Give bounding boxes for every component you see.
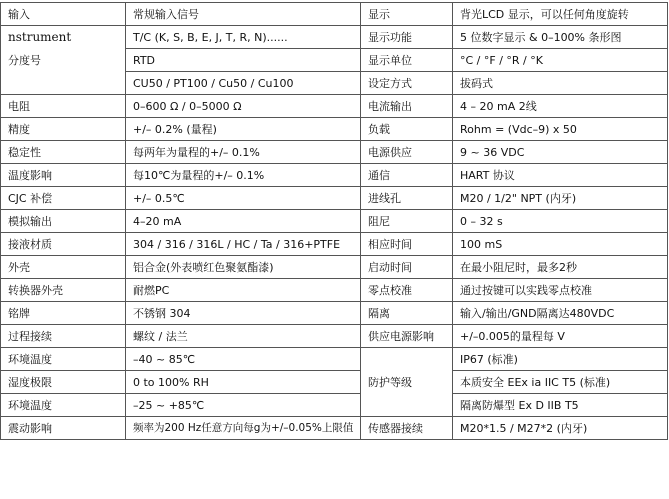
spec-value: IP67 (标准): [453, 348, 668, 371]
spec-label: nstrument: [1, 26, 126, 49]
table-row: [1, 302, 668, 325]
spec-value: –40 ~ 85℃: [126, 348, 361, 371]
table-row: [1, 95, 668, 118]
spec-value: 在最小阻尼时，最多2秒: [453, 256, 668, 279]
spec-label: 负载: [361, 118, 453, 141]
table-row: [1, 49, 668, 72]
spec-value: °C / °F / °R / °K: [453, 49, 668, 72]
spec-value: 螺纹 / 法兰: [126, 325, 361, 348]
table-row: [1, 118, 668, 141]
spec-label: 温度影响: [1, 164, 126, 187]
spec-label: 分度号: [1, 49, 126, 72]
spec-label: 显示: [361, 3, 453, 26]
table-row: [1, 26, 668, 49]
spec-label: 过程接续: [1, 325, 126, 348]
spec-label: 阻尼: [361, 210, 453, 233]
spec-value: 通过按键可以实践零点校准: [453, 279, 668, 302]
spec-value: 100 mS: [453, 233, 668, 256]
spec-label: 电流输出: [361, 95, 453, 118]
spec-value: 4–20 mA: [126, 210, 361, 233]
table-row: [1, 394, 668, 417]
spec-label: 供应电源影响: [361, 325, 453, 348]
spec-value: M20 / 1/2" NPT (内牙): [453, 187, 668, 210]
spec-value: CU50 / PT100 / Cu50 / Cu100: [126, 72, 361, 95]
spec-label: 启动时间: [361, 256, 453, 279]
spec-label: 通信: [361, 164, 453, 187]
spec-label: 精度: [1, 118, 126, 141]
spec-label: 环境温度: [1, 394, 126, 417]
spec-label: 模拟输出: [1, 210, 126, 233]
table-row: [1, 164, 668, 187]
spec-value: 0 – 32 s: [453, 210, 668, 233]
spec-value: HART 协议: [453, 164, 668, 187]
table-row: [1, 3, 668, 26]
spec-value: 背光LCD 显示，可以任何角度旋转: [453, 3, 668, 26]
spec-label: 湿度极限: [1, 371, 126, 394]
spec-label: 铭牌: [1, 302, 126, 325]
spec-label: [1, 72, 126, 95]
spec-label: 零点校准: [361, 279, 453, 302]
spec-value: 不锈钢 304: [126, 302, 361, 325]
table-row: [1, 187, 668, 210]
spec-value: +/– 0.2% (量程): [126, 118, 361, 141]
spec-label: 输入: [1, 3, 126, 26]
spec-label: 隔离: [361, 302, 453, 325]
table-row: [1, 233, 668, 256]
spec-value: +/– 0.5℃: [126, 187, 361, 210]
spec-value: 本质安全 EEx ia IIC T5 (标准): [453, 371, 668, 394]
spec-label: 防护等级: [361, 371, 453, 394]
spec-value: –25 ~ +85℃: [126, 394, 361, 417]
spec-label: 稳定性: [1, 141, 126, 164]
spec-label: 进线孔: [361, 187, 453, 210]
spec-value: 每两年为量程的+/– 0.1%: [126, 141, 361, 164]
spec-value: 5 位数字显示 & 0–100% 条形图: [453, 26, 668, 49]
spec-label: 环境温度: [1, 348, 126, 371]
spec-label: 相应时间: [361, 233, 453, 256]
spec-value: 0–600 Ω / 0–5000 Ω: [126, 95, 361, 118]
spec-value: 频率为200 Hz任意方向每g为+/–0.05%上限值: [126, 417, 361, 440]
spec-value: 拔码式: [453, 72, 668, 95]
spec-table: [0, 2, 668, 440]
spec-value: +/–0.005的量程每 V: [453, 325, 668, 348]
spec-value: 每10℃为量程的+/– 0.1%: [126, 164, 361, 187]
spec-value: 耐燃PC: [126, 279, 361, 302]
spec-label: 转换器外壳: [1, 279, 126, 302]
spec-label: [361, 394, 453, 417]
spec-label: 电阻: [1, 95, 126, 118]
spec-value: 常规输入信号: [126, 3, 361, 26]
spec-label: 接液材质: [1, 233, 126, 256]
spec-value: 9 ~ 36 VDC: [453, 141, 668, 164]
spec-label: 外壳: [1, 256, 126, 279]
table-row: [1, 325, 668, 348]
spec-value: M20*1.5 / M27*2 (内牙): [453, 417, 668, 440]
table-row: [1, 256, 668, 279]
table-row: [1, 417, 668, 440]
spec-label: 显示功能: [361, 26, 453, 49]
spec-value: 0 to 100% RH: [126, 371, 361, 394]
spec-value: 304 / 316 / 316L / HC / Ta / 316+PTFE: [126, 233, 361, 256]
spec-value: RTD: [126, 49, 361, 72]
spec-value: 4 – 20 mA 2线: [453, 95, 668, 118]
spec-value: T/C (K, S, B, E, J, T, R, N)......: [126, 26, 361, 49]
spec-value: Rohm = (Vdc–9) x 50: [453, 118, 668, 141]
table-row: [1, 72, 668, 95]
spec-value: 铝合金(外表喷红色聚氨酯漆): [126, 256, 361, 279]
spec-label: CJC 补偿: [1, 187, 126, 210]
table-row: [1, 371, 668, 394]
spec-value: 输入/输出/GND隔离达480VDC: [453, 302, 668, 325]
spec-label: 电源供应: [361, 141, 453, 164]
table-row: [1, 279, 668, 302]
spec-label: [361, 348, 453, 371]
spec-label: 显示单位: [361, 49, 453, 72]
spec-label: 传感器接续: [361, 417, 453, 440]
spec-label: 设定方式: [361, 72, 453, 95]
table-row: [1, 348, 668, 371]
spec-value: 隔离防爆型 Ex D IIB T5: [453, 394, 668, 417]
table-row: [1, 141, 668, 164]
table-row: [1, 210, 668, 233]
spec-label: 震动影响: [1, 417, 126, 440]
